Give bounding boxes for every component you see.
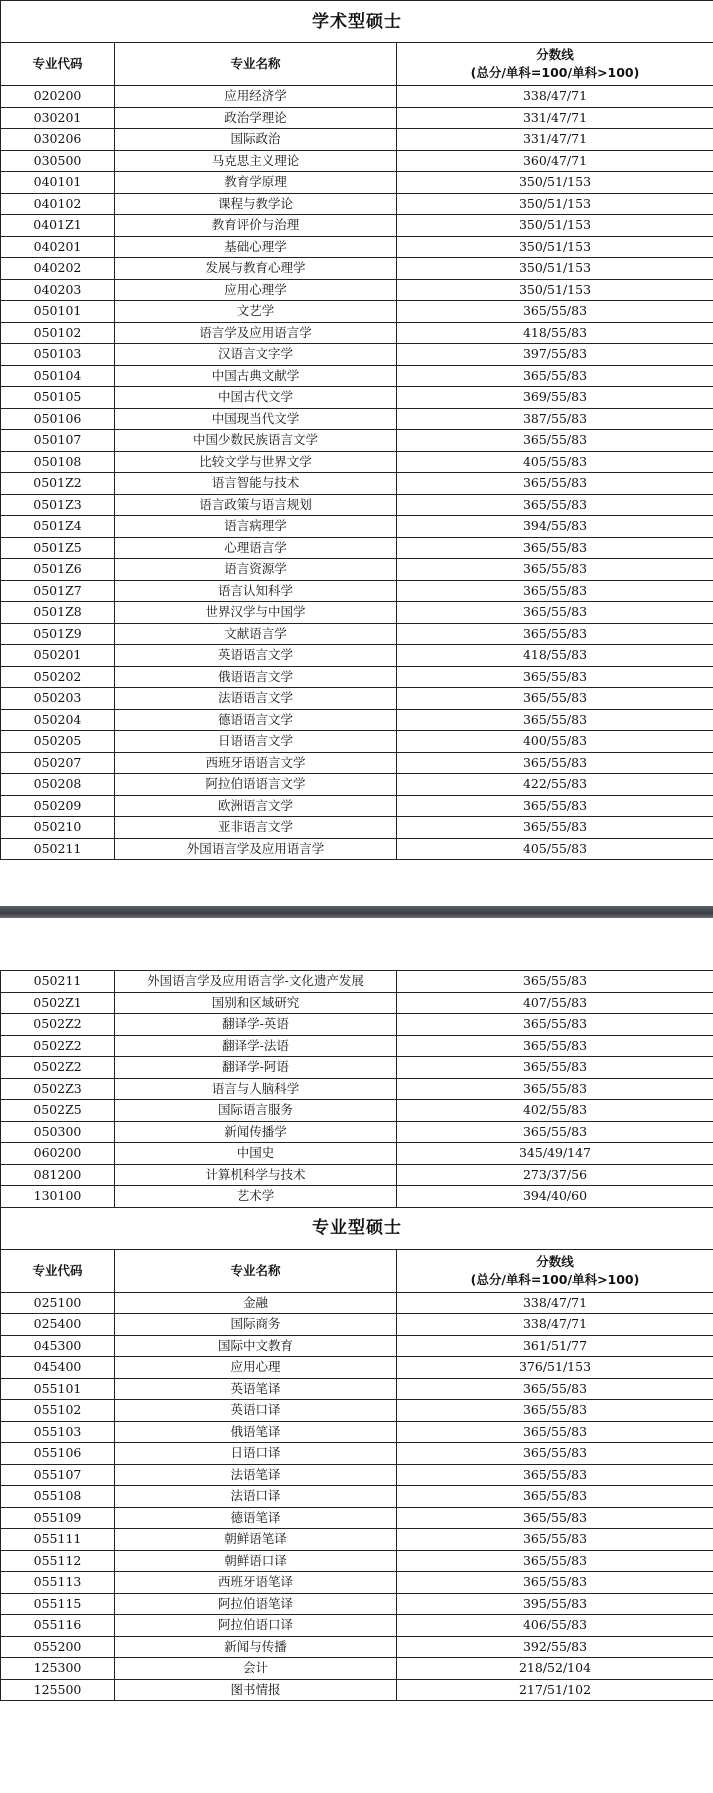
cell-code: 050103 bbox=[1, 344, 115, 366]
academic-title: 学术型硕士 bbox=[1, 1, 713, 43]
cell-score: 218/52/104 bbox=[397, 1658, 713, 1680]
cell-score: 365/55/83 bbox=[397, 971, 713, 993]
cell-name: 语言与人脑科学 bbox=[115, 1078, 397, 1100]
cell-score: 400/55/83 bbox=[397, 731, 713, 753]
cell-code: 040101 bbox=[1, 172, 115, 194]
cell-code: 130100 bbox=[1, 1186, 115, 1208]
cell-name: 教育评价与治理 bbox=[115, 215, 397, 237]
cell-code: 040203 bbox=[1, 279, 115, 301]
cell-name: 国际语言服务 bbox=[115, 1100, 397, 1122]
cell-score: 365/55/83 bbox=[397, 1486, 713, 1508]
cell-score: 350/51/153 bbox=[397, 193, 713, 215]
cell-name: 文献语言学 bbox=[115, 623, 397, 645]
cell-score: 365/55/83 bbox=[397, 1529, 713, 1551]
table-row bbox=[1, 752, 713, 774]
cell-code: 055108 bbox=[1, 1486, 115, 1508]
cell-name: 西班牙语语言文学 bbox=[115, 752, 397, 774]
cell-name: 国别和区域研究 bbox=[115, 992, 397, 1014]
table-row bbox=[1, 1507, 713, 1529]
cell-score: 365/55/83 bbox=[397, 1400, 713, 1422]
table-row bbox=[1, 709, 713, 731]
header-score-line2: (总分/单科=100/单科>100) bbox=[470, 1271, 640, 1287]
table-row bbox=[1, 1164, 713, 1186]
table-row bbox=[1, 1100, 713, 1122]
cell-code: 055102 bbox=[1, 1400, 115, 1422]
cell-name: 艺术学 bbox=[115, 1186, 397, 1208]
cell-score: 365/55/83 bbox=[397, 559, 713, 581]
cell-score: 273/37/56 bbox=[397, 1164, 713, 1186]
cell-score: 345/49/147 bbox=[397, 1143, 713, 1165]
table-row bbox=[1, 580, 713, 602]
academic-score-table-continued bbox=[0, 970, 713, 1208]
cell-code: 055200 bbox=[1, 1636, 115, 1658]
cell-score: 217/51/102 bbox=[397, 1679, 713, 1701]
cell-name: 新闻与传播 bbox=[115, 1636, 397, 1658]
cell-score: 360/47/71 bbox=[397, 150, 713, 172]
table-row bbox=[1, 602, 713, 624]
table-row bbox=[1, 1014, 713, 1036]
cell-score: 365/55/83 bbox=[397, 1057, 713, 1079]
cell-score: 365/55/83 bbox=[397, 301, 713, 323]
cell-score: 365/55/83 bbox=[397, 1078, 713, 1100]
cell-name: 日语口译 bbox=[115, 1443, 397, 1465]
table-row bbox=[1, 1186, 713, 1208]
cell-score: 338/47/71 bbox=[397, 86, 713, 108]
cell-code: 030206 bbox=[1, 129, 115, 151]
cell-name: 法语口译 bbox=[115, 1486, 397, 1508]
table-row bbox=[1, 1078, 713, 1100]
cell-score: 406/55/83 bbox=[397, 1615, 713, 1637]
cell-score: 365/55/83 bbox=[397, 1035, 713, 1057]
header-name: 专业名称 bbox=[115, 1249, 397, 1292]
cell-score: 365/55/83 bbox=[397, 752, 713, 774]
table-row bbox=[1, 1679, 713, 1701]
academic-table-page1 bbox=[0, 0, 713, 860]
table-row bbox=[1, 1464, 713, 1486]
cell-name: 汉语言文字学 bbox=[115, 344, 397, 366]
cell-code: 0501Z8 bbox=[1, 602, 115, 624]
cell-score: 422/55/83 bbox=[397, 774, 713, 796]
cell-name: 中国古典文献学 bbox=[115, 365, 397, 387]
cell-code: 0502Z2 bbox=[1, 1057, 115, 1079]
cell-name: 英语口译 bbox=[115, 1400, 397, 1422]
cell-code: 025100 bbox=[1, 1292, 115, 1314]
table-row bbox=[1, 215, 713, 237]
table-row bbox=[1, 1529, 713, 1551]
cell-name: 金融 bbox=[115, 1292, 397, 1314]
cell-score: 365/55/83 bbox=[397, 537, 713, 559]
cell-name: 国际商务 bbox=[115, 1314, 397, 1336]
table-row bbox=[1, 516, 713, 538]
table-row bbox=[1, 1335, 713, 1357]
table-row bbox=[1, 193, 713, 215]
table-row bbox=[1, 1035, 713, 1057]
cell-score: 365/55/83 bbox=[397, 688, 713, 710]
table-row bbox=[1, 1572, 713, 1594]
cell-score: 350/51/153 bbox=[397, 258, 713, 280]
cell-score: 394/40/60 bbox=[397, 1186, 713, 1208]
cell-name: 德语笔译 bbox=[115, 1507, 397, 1529]
cell-score: 365/55/83 bbox=[397, 1464, 713, 1486]
cell-name: 英语语言文学 bbox=[115, 645, 397, 667]
cell-code: 0501Z9 bbox=[1, 623, 115, 645]
cell-score: 350/51/153 bbox=[397, 215, 713, 237]
table-row bbox=[1, 1400, 713, 1422]
cell-name: 中国古代文学 bbox=[115, 387, 397, 409]
cell-code: 055116 bbox=[1, 1615, 115, 1637]
cell-score: 365/55/83 bbox=[397, 1443, 713, 1465]
table-row bbox=[1, 1593, 713, 1615]
cell-score: 350/51/153 bbox=[397, 279, 713, 301]
table-row bbox=[1, 408, 713, 430]
cell-code: 050106 bbox=[1, 408, 115, 430]
cell-name: 俄语语言文学 bbox=[115, 666, 397, 688]
cell-name: 西班牙语笔译 bbox=[115, 1572, 397, 1594]
table-row bbox=[1, 150, 713, 172]
cell-code: 050300 bbox=[1, 1121, 115, 1143]
cell-code: 0501Z7 bbox=[1, 580, 115, 602]
cell-name: 翻译学-英语 bbox=[115, 1014, 397, 1036]
cell-score: 395/55/83 bbox=[397, 1593, 713, 1615]
cell-name: 比较文学与世界文学 bbox=[115, 451, 397, 473]
cell-code: 030201 bbox=[1, 107, 115, 129]
cell-code: 055111 bbox=[1, 1529, 115, 1551]
cell-code: 020200 bbox=[1, 86, 115, 108]
cell-code: 050108 bbox=[1, 451, 115, 473]
cell-score: 365/55/83 bbox=[397, 1572, 713, 1594]
cell-code: 0401Z1 bbox=[1, 215, 115, 237]
cell-score: 365/55/83 bbox=[397, 1378, 713, 1400]
cell-code: 050208 bbox=[1, 774, 115, 796]
cell-code: 050202 bbox=[1, 666, 115, 688]
cell-code: 045400 bbox=[1, 1357, 115, 1379]
cell-name: 翻译学-法语 bbox=[115, 1035, 397, 1057]
cell-name: 语言政策与语言规划 bbox=[115, 494, 397, 516]
cell-score: 365/55/83 bbox=[397, 709, 713, 731]
cell-code: 050105 bbox=[1, 387, 115, 409]
cell-code: 050204 bbox=[1, 709, 115, 731]
table-row bbox=[1, 86, 713, 108]
cell-score: 338/47/71 bbox=[397, 1314, 713, 1336]
cell-code: 050201 bbox=[1, 645, 115, 667]
table-row bbox=[1, 559, 713, 581]
cell-code: 0501Z4 bbox=[1, 516, 115, 538]
cell-name: 新闻传播学 bbox=[115, 1121, 397, 1143]
cell-code: 050101 bbox=[1, 301, 115, 323]
table-row bbox=[1, 344, 713, 366]
cell-score: 365/55/83 bbox=[397, 1550, 713, 1572]
cell-code: 125300 bbox=[1, 1658, 115, 1680]
professional-title: 专业型硕士 bbox=[1, 1207, 713, 1249]
cell-code: 050203 bbox=[1, 688, 115, 710]
cell-score: 365/55/83 bbox=[397, 817, 713, 839]
cell-score: 369/55/83 bbox=[397, 387, 713, 409]
cell-score: 365/55/83 bbox=[397, 1507, 713, 1529]
table-row bbox=[1, 1121, 713, 1143]
cell-code: 0502Z2 bbox=[1, 1035, 115, 1057]
table-row bbox=[1, 279, 713, 301]
cell-name: 语言认知科学 bbox=[115, 580, 397, 602]
header-code: 专业代码 bbox=[1, 1249, 115, 1292]
table-row bbox=[1, 1378, 713, 1400]
cell-score: 331/47/71 bbox=[397, 107, 713, 129]
cell-name: 外国语言学及应用语言学 bbox=[115, 838, 397, 860]
cell-score: 350/51/153 bbox=[397, 236, 713, 258]
cell-name: 德语语言文学 bbox=[115, 709, 397, 731]
cell-name: 法语语言文学 bbox=[115, 688, 397, 710]
header-score-line1: 分数线 bbox=[536, 1253, 574, 1269]
cell-code: 050207 bbox=[1, 752, 115, 774]
table-row bbox=[1, 1057, 713, 1079]
cell-code: 0502Z2 bbox=[1, 1014, 115, 1036]
table-row bbox=[1, 666, 713, 688]
cell-name: 应用心理学 bbox=[115, 279, 397, 301]
table-row bbox=[1, 172, 713, 194]
cell-name: 会计 bbox=[115, 1658, 397, 1680]
cell-code: 050209 bbox=[1, 795, 115, 817]
table-row bbox=[1, 107, 713, 129]
cell-score: 365/55/83 bbox=[397, 623, 713, 645]
cell-name: 心理语言学 bbox=[115, 537, 397, 559]
cell-score: 405/55/83 bbox=[397, 451, 713, 473]
cell-score: 405/55/83 bbox=[397, 838, 713, 860]
cell-score: 418/55/83 bbox=[397, 322, 713, 344]
professional-score-table bbox=[0, 1207, 713, 1702]
table-row bbox=[1, 688, 713, 710]
cell-score: 365/55/83 bbox=[397, 602, 713, 624]
cell-score: 394/55/83 bbox=[397, 516, 713, 538]
cell-name: 翻译学-阿语 bbox=[115, 1057, 397, 1079]
table-row bbox=[1, 322, 713, 344]
table-row bbox=[1, 731, 713, 753]
cell-name: 亚非语言文学 bbox=[115, 817, 397, 839]
cell-code: 0502Z1 bbox=[1, 992, 115, 1014]
cell-code: 050205 bbox=[1, 731, 115, 753]
cell-name: 语言学及应用语言学 bbox=[115, 322, 397, 344]
table-row bbox=[1, 1550, 713, 1572]
cell-name: 世界汉学与中国学 bbox=[115, 602, 397, 624]
header-score-line1: 分数线 bbox=[536, 47, 574, 62]
table-row bbox=[1, 1143, 713, 1165]
cell-code: 040201 bbox=[1, 236, 115, 258]
cell-code: 0501Z6 bbox=[1, 559, 115, 581]
table-row bbox=[1, 301, 713, 323]
cell-name: 朝鲜语笔译 bbox=[115, 1529, 397, 1551]
cell-score: 365/55/83 bbox=[397, 1121, 713, 1143]
cell-code: 055107 bbox=[1, 1464, 115, 1486]
cell-name: 发展与教育心理学 bbox=[115, 258, 397, 280]
cell-name: 阿拉伯语口译 bbox=[115, 1615, 397, 1637]
cell-score: 338/47/71 bbox=[397, 1292, 713, 1314]
cell-name: 图书情报 bbox=[115, 1679, 397, 1701]
cell-name: 俄语笔译 bbox=[115, 1421, 397, 1443]
table-row bbox=[1, 537, 713, 559]
cell-score: 387/55/83 bbox=[397, 408, 713, 430]
table-row bbox=[1, 1357, 713, 1379]
cell-code: 055109 bbox=[1, 1507, 115, 1529]
cell-code: 050211 bbox=[1, 971, 115, 993]
cell-name: 政治学理论 bbox=[115, 107, 397, 129]
cell-code: 0501Z5 bbox=[1, 537, 115, 559]
cell-name: 应用心理 bbox=[115, 1357, 397, 1379]
cell-score: 365/55/83 bbox=[397, 1421, 713, 1443]
cell-name: 朝鲜语口译 bbox=[115, 1550, 397, 1572]
table-row bbox=[1, 258, 713, 280]
table-row bbox=[1, 451, 713, 473]
cell-code: 050107 bbox=[1, 430, 115, 452]
cell-code: 055103 bbox=[1, 1421, 115, 1443]
table-row bbox=[1, 992, 713, 1014]
cell-score: 376/51/153 bbox=[397, 1357, 713, 1379]
table-row bbox=[1, 1636, 713, 1658]
cell-code: 040102 bbox=[1, 193, 115, 215]
academic-score-table bbox=[0, 0, 713, 860]
cell-code: 055115 bbox=[1, 1593, 115, 1615]
cell-name: 计算机科学与技术 bbox=[115, 1164, 397, 1186]
cell-name: 中国现当代文学 bbox=[115, 408, 397, 430]
cell-name: 阿拉伯语语言文学 bbox=[115, 774, 397, 796]
table-row bbox=[1, 365, 713, 387]
cell-score: 407/55/83 bbox=[397, 992, 713, 1014]
table-row bbox=[1, 494, 713, 516]
cell-name: 外国语言学及应用语言学-文化遗产发展 bbox=[115, 971, 397, 993]
cell-score: 361/51/77 bbox=[397, 1335, 713, 1357]
cell-score: 365/55/83 bbox=[397, 795, 713, 817]
header-score-line2: (总分/单科=100/单科>100) bbox=[470, 65, 640, 80]
cell-name: 法语笔译 bbox=[115, 1464, 397, 1486]
cell-code: 0501Z2 bbox=[1, 473, 115, 495]
cell-score: 392/55/83 bbox=[397, 1636, 713, 1658]
cell-name: 语言智能与技术 bbox=[115, 473, 397, 495]
table-row bbox=[1, 645, 713, 667]
table-row bbox=[1, 1486, 713, 1508]
cell-score: 350/51/153 bbox=[397, 172, 713, 194]
table-row bbox=[1, 1421, 713, 1443]
cell-name: 国际政治 bbox=[115, 129, 397, 151]
table-row bbox=[1, 1314, 713, 1336]
header-name: 专业名称 bbox=[115, 43, 397, 86]
table-row bbox=[1, 236, 713, 258]
cell-code: 040202 bbox=[1, 258, 115, 280]
cell-name: 欧洲语言文学 bbox=[115, 795, 397, 817]
cell-code: 055112 bbox=[1, 1550, 115, 1572]
cell-name: 马克思主义理论 bbox=[115, 150, 397, 172]
table-row bbox=[1, 971, 713, 993]
table-row bbox=[1, 1615, 713, 1637]
cell-name: 应用经济学 bbox=[115, 86, 397, 108]
table-row bbox=[1, 473, 713, 495]
cell-name: 中国少数民族语言文学 bbox=[115, 430, 397, 452]
table-row bbox=[1, 817, 713, 839]
cell-code: 0502Z3 bbox=[1, 1078, 115, 1100]
cell-score: 365/55/83 bbox=[397, 494, 713, 516]
cell-score: 365/55/83 bbox=[397, 580, 713, 602]
cell-score: 402/55/83 bbox=[397, 1100, 713, 1122]
cell-code: 0502Z5 bbox=[1, 1100, 115, 1122]
cell-code: 055101 bbox=[1, 1378, 115, 1400]
table-row bbox=[1, 774, 713, 796]
cell-name: 阿拉伯语笔译 bbox=[115, 1593, 397, 1615]
header-score bbox=[397, 1249, 713, 1292]
cell-code: 025400 bbox=[1, 1314, 115, 1336]
header-score bbox=[397, 43, 713, 86]
cell-name: 文艺学 bbox=[115, 301, 397, 323]
cell-score: 365/55/83 bbox=[397, 1014, 713, 1036]
cell-score: 365/55/83 bbox=[397, 365, 713, 387]
table-row bbox=[1, 1443, 713, 1465]
cell-code: 081200 bbox=[1, 1164, 115, 1186]
cell-score: 365/55/83 bbox=[397, 666, 713, 688]
academic-table-page2 bbox=[0, 970, 713, 1701]
cell-code: 030500 bbox=[1, 150, 115, 172]
table-row bbox=[1, 795, 713, 817]
cell-code: 045300 bbox=[1, 1335, 115, 1357]
table-row bbox=[1, 1292, 713, 1314]
table-row bbox=[1, 129, 713, 151]
cell-code: 050211 bbox=[1, 838, 115, 860]
cell-score: 331/47/71 bbox=[397, 129, 713, 151]
cell-name: 课程与教学论 bbox=[115, 193, 397, 215]
cell-code: 050102 bbox=[1, 322, 115, 344]
cell-code: 055106 bbox=[1, 1443, 115, 1465]
cell-score: 365/55/83 bbox=[397, 430, 713, 452]
cell-code: 0501Z3 bbox=[1, 494, 115, 516]
table-row bbox=[1, 838, 713, 860]
cell-name: 语言病理学 bbox=[115, 516, 397, 538]
cell-score: 365/55/83 bbox=[397, 473, 713, 495]
cell-code: 050104 bbox=[1, 365, 115, 387]
header-code: 专业代码 bbox=[1, 43, 115, 86]
page-divider bbox=[0, 906, 713, 918]
cell-score: 418/55/83 bbox=[397, 645, 713, 667]
table-row bbox=[1, 1658, 713, 1680]
table-row bbox=[1, 387, 713, 409]
cell-code: 060200 bbox=[1, 1143, 115, 1165]
cell-name: 英语笔译 bbox=[115, 1378, 397, 1400]
cell-name: 日语语言文学 bbox=[115, 731, 397, 753]
cell-name: 中国史 bbox=[115, 1143, 397, 1165]
cell-score: 397/55/83 bbox=[397, 344, 713, 366]
cell-code: 050210 bbox=[1, 817, 115, 839]
table-row bbox=[1, 430, 713, 452]
cell-code: 125500 bbox=[1, 1679, 115, 1701]
cell-name: 国际中文教育 bbox=[115, 1335, 397, 1357]
table-row bbox=[1, 623, 713, 645]
cell-name: 语言资源学 bbox=[115, 559, 397, 581]
cell-code: 055113 bbox=[1, 1572, 115, 1594]
cell-name: 教育学原理 bbox=[115, 172, 397, 194]
cell-name: 基础心理学 bbox=[115, 236, 397, 258]
